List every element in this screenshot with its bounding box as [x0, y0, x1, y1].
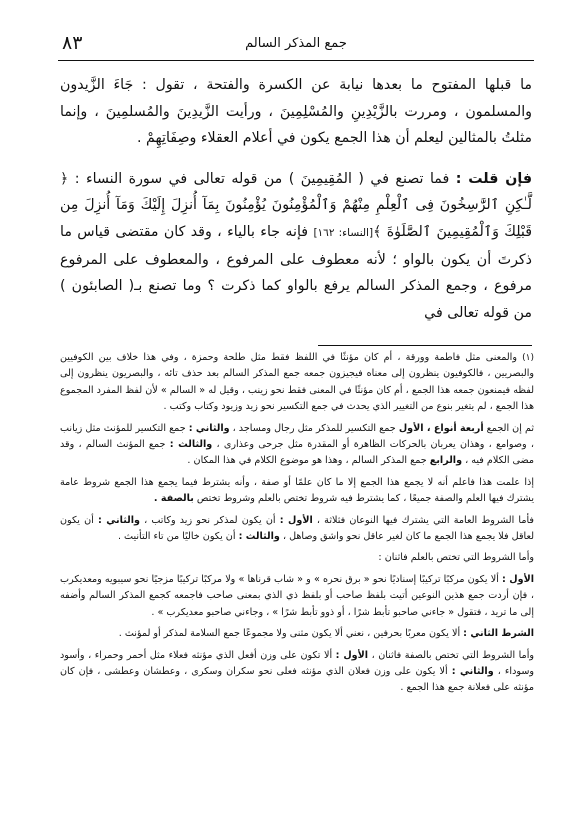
footnote-term: والثاني :	[98, 514, 140, 526]
footnote-marker: (١)	[522, 353, 534, 363]
footnote-text: ألا يكون على وزن فعلان الذي مؤنثه فعلى نحو سكران وسكرى ، وعطشان وعطشى ، فإن كان مؤنثه على فعلانة جمع هذا الجمع .	[60, 665, 534, 694]
footnote-7	[60, 626, 534, 642]
footnote-term: والثاني :	[188, 422, 230, 434]
footnote-8	[60, 648, 534, 697]
page-number: ٨٣	[62, 32, 83, 54]
footnote-text: ثم إن الجمع	[483, 422, 535, 434]
footnote-term: والثاني :	[451, 665, 494, 677]
footnote-3	[60, 475, 534, 508]
footnote-term: الأول :	[502, 573, 534, 585]
quran-verse-text: فما تصنع في ( المُقِيمِينَ ) من قوله تعالى في سورة النساء : ﴿ لَّـٰكِنِ ٱلرَّٰسِخُونَ فِى ٱلْعِلْمِ مِنْهُمْ وَٱلْمُؤْمِنُونَ يُؤْمِنُونَ بِمَآ أُنزِلَ إِلَيْكَ وَمَآ أُنزِلَ مِن قَبْلِكَ وَٱلْمُقِيمِينَ ٱلصَّلَوٰةَ ﴾	[60, 170, 532, 240]
verse-reference: [النساء: ١٦٢]	[313, 226, 374, 239]
footnote-text: جمع التكسير للمذكر مثل رجال ومساجد ،	[229, 422, 399, 434]
question-lead: فإن قلت :	[455, 170, 532, 187]
footnote-4	[60, 513, 534, 546]
running-title: جمع المذكر السالم	[245, 36, 347, 51]
footnote-text: جمع التكسير للمؤنث مثل زيانب ، وصوامع ، وهذان يعربان بالحركات الظاهرة أو المقدرة مثل جرحى وعذارى ،	[60, 422, 534, 451]
footnote-1-text: والمعنى مثل فاطمة وورقة ، أم كان مؤنثًا في اللفظ فقط مثل طلحة وحمزة ، وفي هذا خلاف بين الكوفيين والبصريين ، فالكوفيون ينظرون إلى معناه فيجيزون جمعه جمع المذكر السالم بعد حذف تائه ، والبصريون ينظرون إلى لفظه فيمنعون جمعه هذا الجمع ، أم كان مؤنثًا في المعنى فقط نحو زينب ، وقيل له « السالم » لأن لفظ المفرد المجموع هذا الجمع ، لم يتغير بنوع من التغيير الذي يحدث في جمع التكسير نحو زيد وزيود وكتاب وكتب .	[60, 352, 534, 413]
footnote-text: ألا يكون معربًا بحرفين ، نعني ألا يكون مثنى ولا مجموعًا جمع السلامة لمذكر أو لمؤنث .	[118, 628, 464, 640]
footnote-term: بالصفة .	[153, 493, 194, 505]
footnote-term: الشرط الثاني :	[463, 628, 534, 640]
footnote-text: أن يكون لعاقل فلا يجمع هذا الجمع ما كان لغير عاقل نحو واشق وصاهل ،	[60, 514, 534, 543]
question-body: فإنه جاء بالياء ، وقد كان مقتضى قياس ما ذكرتَ أن يكون بالواو ؛ لأنه معطوف على المرفوع ، والمعطوف على المرفوع مرفوع ، وجمع المذكر السالم يرفع بالواو كما ذكرت ؟ وما تصنع بـ( الصابئون ) من قوله تعالى في	[60, 223, 532, 321]
footnote-term: أربعة أنواع ، الأول	[398, 422, 484, 434]
footnote-text: وأما الشروط التي تختص بالصفة فاثنان ،	[368, 649, 534, 661]
footnote-text: أن يكون خاليًا من تاء التأنيث .	[117, 531, 239, 543]
footnote-term: الأول :	[335, 649, 369, 661]
footnote-5: وأما الشروط التي تختص بالعلم فاثنان :	[378, 552, 534, 564]
footnote-term: والثالث :	[169, 439, 213, 451]
footnote-text: فأما الشروط العامة التي يشترك فيها النوعان فثلاثة ،	[312, 514, 535, 526]
footnotes	[60, 350, 534, 702]
footnote-separator	[318, 345, 532, 346]
main-paragraph-1: ما قبلها المفتوح ما بعدها نيابة عن الكسرة والفتحة ، تقول : جَاءَ الزَّيدون والمسلمون ، ومررت بالزَّيْدِينِ والمُسْلِمِينَ ، ورأيت الزَّيدِينَ والمُسلمِينَ ، وإنما مثلتُ بالمثالين ليعلم أن هذا الجمع يكون في أعلام العقلاء وصِفَاتِهِمْ .	[60, 77, 532, 147]
main-text	[60, 72, 532, 326]
paragraph-gap	[60, 152, 532, 166]
footnote-2	[60, 421, 534, 470]
page-header	[58, 30, 534, 61]
footnote-1	[60, 350, 534, 416]
footnote-term: والثالث :	[238, 531, 280, 543]
footnote-6	[60, 572, 534, 621]
footnote-term: والرابع	[429, 455, 463, 467]
footnote-text: ألا يكون مركبًا تركيبًا إسناديًا نحو « برق نحره » و « شاب قرناها » ولا مركبًا تركيبًا مزجيًا نحو سيبويه ومعديكرب ، فإن أردت جمع هذين النوعين أتيت بلفظ صاحب أو بلفظ ذي الذي بمعنى صاحب فاجمعه كجمع المذكر السالم وأضفه إلى ما تريد ، فتقول « جاءني صاحبو تأبط شرًا ، أو ذوو تأبط شرًا » ، وجاءني صاحبو معديكرب » .	[60, 573, 534, 618]
footnote-text: جمع المذكر السالم ، وهذا هو موضوع الكلام في هذا المكان .	[187, 455, 430, 467]
main-paragraph-2	[60, 166, 532, 327]
footnote-text: جمع المؤنث السالم ، وقد مضى الكلام فيه ،	[60, 439, 534, 467]
footnote-term: الأول :	[279, 514, 313, 526]
footnote-text: أن يكون لمذكر نحو زيد وكاتب ،	[139, 514, 280, 526]
footnote-text: إذا علمت هذا فاعلم أنه لا يجمع هذا الجمع إلا ما كان علمًا أو صفة ، وأنه يشترط فيما يجمع هذا الجمع شروط عامة يشترك فيها العلم والصفة جميعًا ، كما يشترط فيه شروط تختص بالعلم وشروط تختص	[60, 476, 534, 505]
footnote-text: ألا تكون على وزن أفعل الذي مؤنثه فعلاء مثل أحمر وحمراء ، وأسود وسوداء ،	[60, 649, 534, 677]
